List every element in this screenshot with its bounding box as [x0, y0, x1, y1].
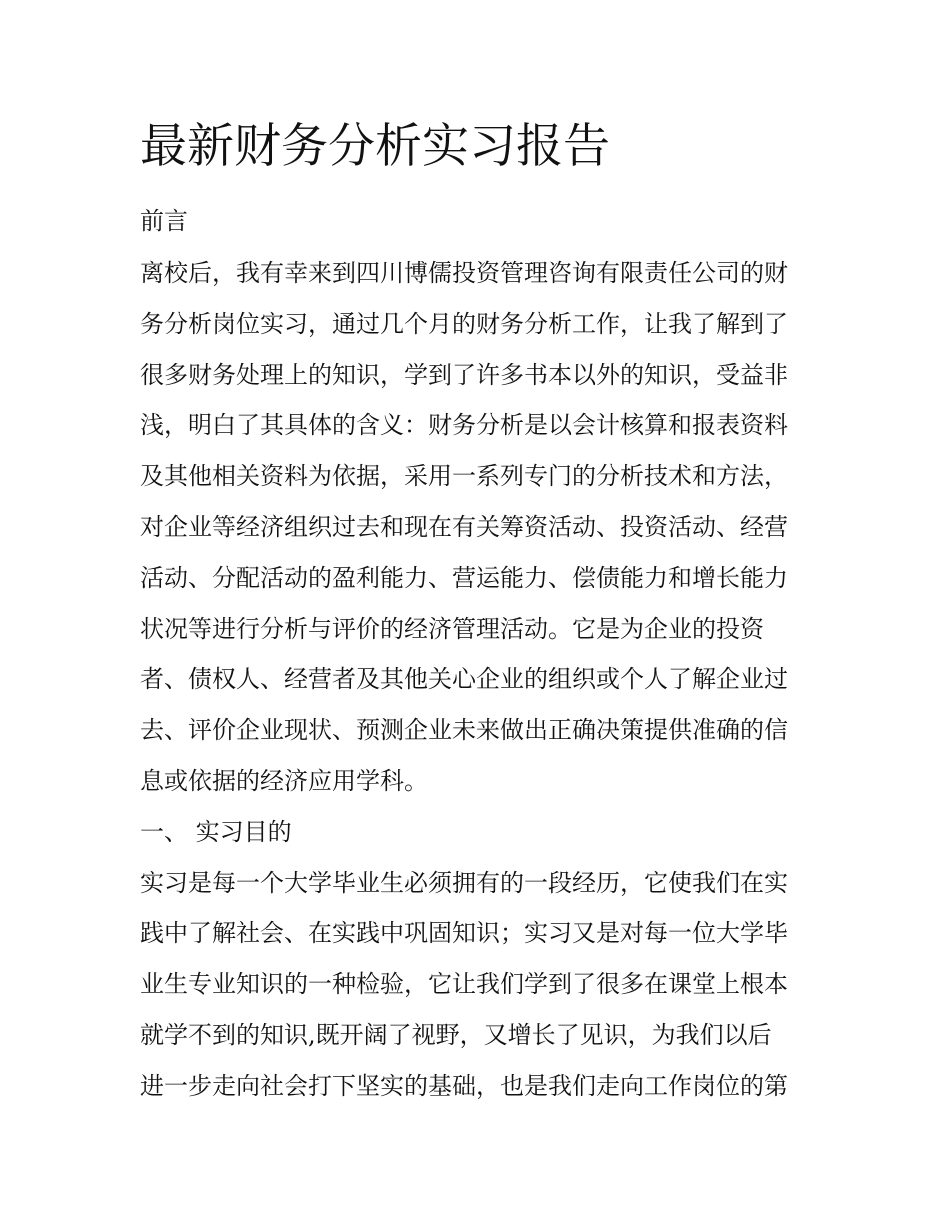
section-heading-internship-purpose: 一、 实习目的 — [140, 818, 292, 846]
paragraph-line: 及其他相关资料为依据，采用一系列专门的分析技术和方法， — [140, 462, 788, 490]
section-heading-preface: 前言 — [140, 207, 188, 235]
paragraph-line: 就学不到的知识,既开阔了视野，又增长了见识，为我们以后 — [140, 1021, 772, 1049]
paragraph-line: 很多财务处理上的知识，学到了许多书本以外的知识，受益非 — [140, 361, 788, 389]
paragraph-line: 状况等进行分析与评价的经济管理活动。它是为企业的投资 — [140, 615, 764, 643]
document-title: 最新财务分析实习报告 — [140, 119, 610, 174]
paragraph-line: 去、评价企业现状、预测企业未来做出正确决策提供准确的信 — [140, 716, 788, 744]
paragraph-line: 活动、分配活动的盈利能力、营运能力、偿债能力和增长能力 — [140, 564, 788, 592]
paragraph-line: 业生专业知识的一种检验，它让我们学到了很多在课堂上根本 — [140, 970, 788, 998]
paragraph-line: 离校后，我有幸来到四川博儒投资管理咨询有限责任公司的财 — [140, 259, 788, 287]
paragraph-line: 务分析岗位实习，通过几个月的财务分析工作，让我了解到了 — [140, 310, 788, 338]
paragraph-line: 者、债权人、经营者及其他关心企业的组织或个人了解企业过 — [140, 665, 788, 693]
paragraph-line: 浅，明白了其具体的含义：财务分析是以会计核算和报表资料 — [140, 411, 788, 439]
paragraph-line: 进一步走向社会打下坚实的基础，也是我们走向工作岗位的第 — [140, 1072, 788, 1100]
paragraph-line: 践中了解社会、在实践中巩固知识；实习又是对每一位大学毕 — [140, 919, 788, 947]
paragraph-line: 实习是每一个大学毕业生必须拥有的一段经历，它使我们在实 — [140, 869, 788, 897]
paragraph-line: 对企业等经济组织过去和现在有关筹资活动、投资活动、经营 — [140, 513, 788, 541]
paragraph-line: 息或依据的经济应用学科。 — [140, 767, 428, 795]
